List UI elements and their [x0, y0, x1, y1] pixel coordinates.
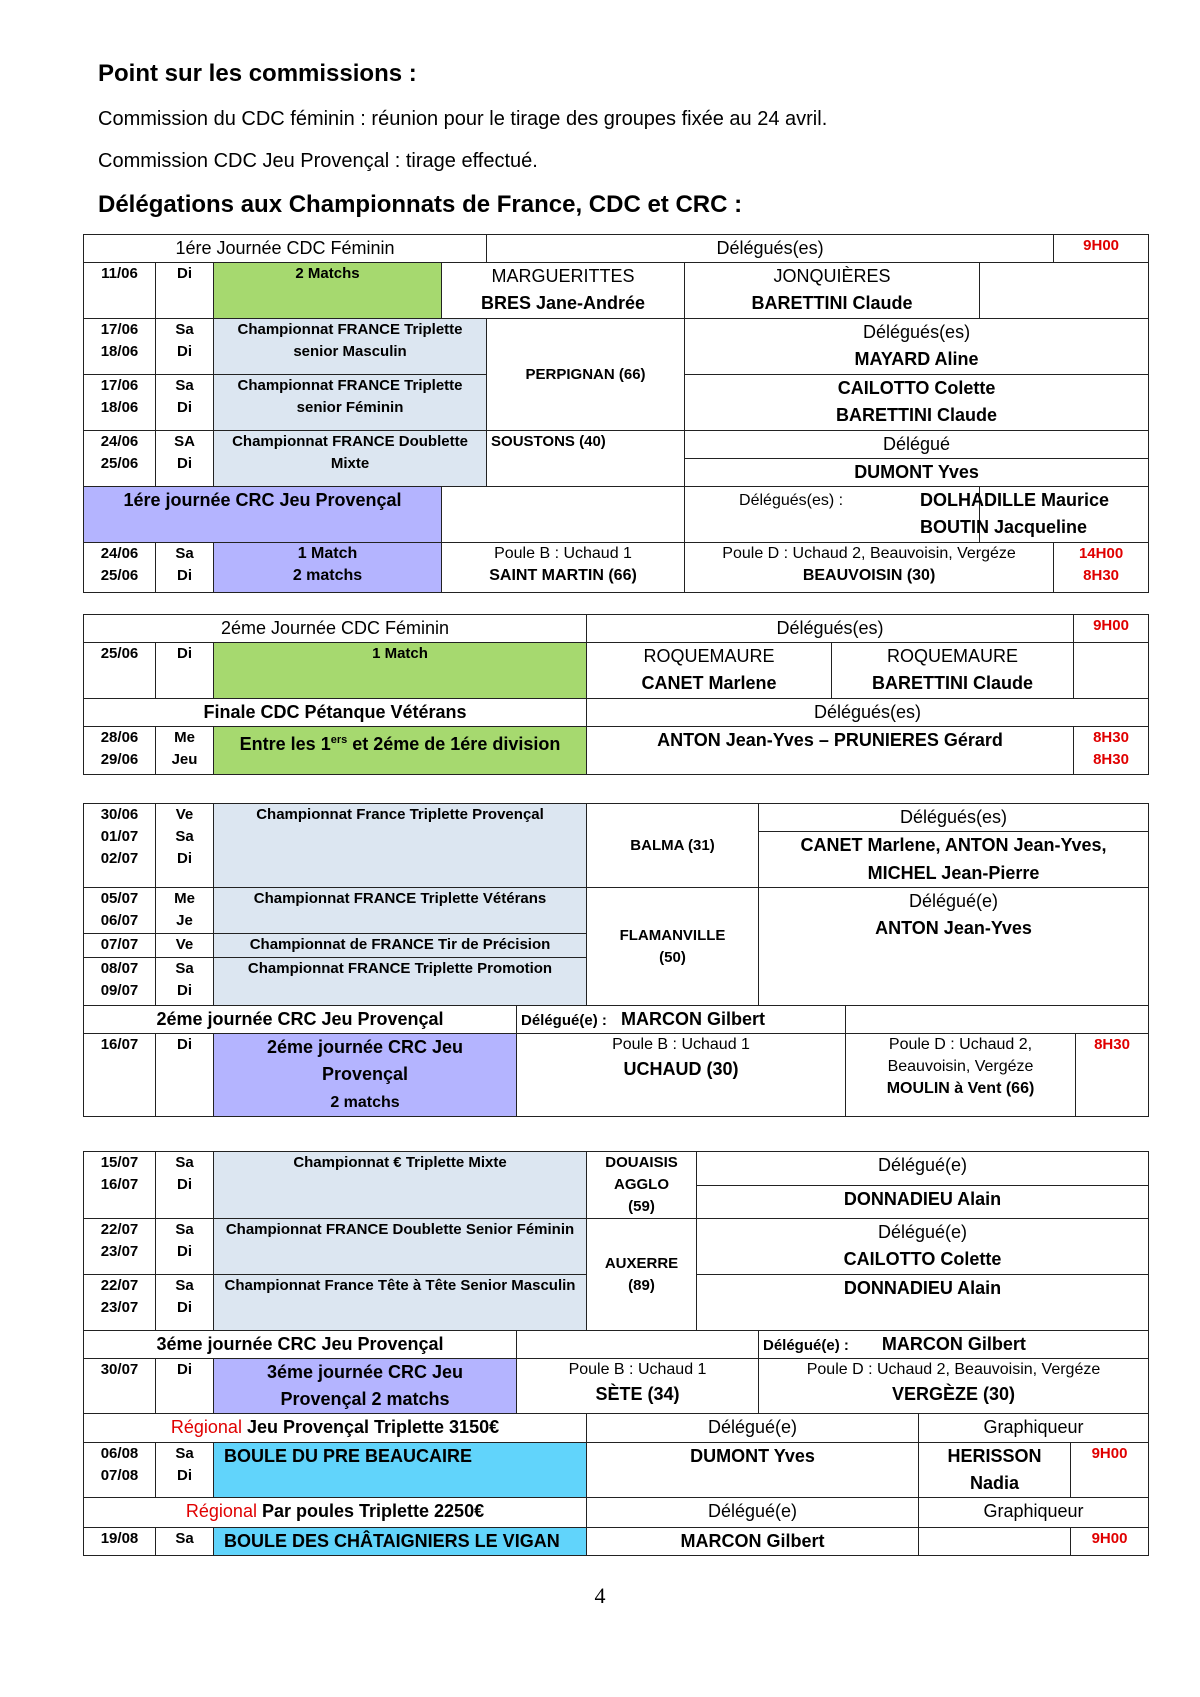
t4-r2-dates: [84, 1219, 156, 1275]
t1-r2-date1: 17/06: [100, 321, 139, 338]
t4-reg1-graph: Graphiqueur: [919, 1414, 1149, 1443]
t1-r3-deleg: [685, 375, 1149, 431]
t4-crc-name: MARCON Gilbert: [881, 1334, 1026, 1354]
t1-r5-dates: [84, 543, 156, 593]
t4-r2-place: [587, 1219, 697, 1331]
t1-r5-event1: 1 Match: [297, 545, 358, 562]
t4-r2-date2: 23/07: [100, 1243, 139, 1260]
t4-r1-place: [587, 1152, 697, 1219]
t1-r1-cell1: [442, 263, 685, 319]
t2-r1-event: 1 Match: [214, 643, 587, 699]
t3-r5-pouleD1: Poule D : Uchaud 2,: [888, 1036, 1033, 1053]
t4-r2-place1: AUXERRE: [604, 1254, 679, 1272]
t1-r4-date2: 25/06: [100, 455, 139, 472]
t1-r3-event: Championnat FRANCE Triplette senior Féminin: [214, 375, 487, 431]
t3-r4-day1: Sa: [175, 960, 194, 977]
t3-r2-dates: [84, 888, 156, 934]
t1-r3-date1: 17/06: [100, 377, 139, 394]
t4-r6-empty: [919, 1528, 1071, 1556]
t4-r2-name: CAILOTTO Colette: [843, 1249, 1002, 1269]
t1-r3-day2: Di: [177, 399, 192, 416]
t4-r1-date2: 16/07: [100, 1176, 139, 1193]
t3-crc-label: Délégué(e) :: [521, 1012, 607, 1029]
t2-finale-delegues: Délégués(es): [587, 699, 1149, 727]
t3-r4-date2: 09/07: [100, 982, 139, 999]
t4-r2-day2: Di: [177, 1243, 192, 1260]
t3-r1-dates: [84, 804, 156, 888]
t2-time: 9H00: [1074, 615, 1149, 643]
t3-r1-day2: Sa: [175, 828, 194, 845]
t4-r4-pouleB-cell: [517, 1359, 759, 1414]
t1-r1-name1: BRES Jane-Andrée: [480, 293, 646, 313]
t3-r1-days: [156, 804, 214, 888]
t2-r1-cell1: [587, 643, 832, 699]
t4-r1-place2: (59): [628, 1198, 655, 1215]
t3-r4-event: Championnat FRANCE Triplette Promotion: [214, 958, 587, 1006]
t3-r1-event: Championnat France Triplette Provençal: [214, 804, 587, 888]
t1-r3-name2: BARETTINI Claude: [836, 405, 998, 425]
t4-r2-deleg: [697, 1219, 1149, 1275]
t4-r4-pouleD-cell: [759, 1359, 1149, 1414]
t3-r2-label: Délégué(e): [908, 891, 999, 911]
t4-reg2-title-cell: [84, 1498, 587, 1528]
t1-r2-deleg: [685, 319, 1149, 375]
t2-r2-date1: 28/06: [100, 729, 139, 746]
t2-r2-time1: 8H30: [1093, 729, 1129, 746]
t1-r4-days: [156, 431, 214, 487]
t2-r1-place1: ROQUEMAURE: [643, 646, 775, 666]
t2-r2-time2: 8H30: [1093, 751, 1129, 768]
t4-r1-days: [156, 1152, 214, 1219]
t1-r2-label: Délégués(es): [863, 322, 971, 342]
t4-reg1-title-cell: [84, 1414, 587, 1443]
t3-r5-event-b: 2 matchs: [330, 1094, 400, 1111]
t1-r5-pouleD-cell: [685, 543, 1054, 593]
t1-r1-name2: BARETTINI Claude: [751, 293, 913, 313]
t3-r4-date1: 08/07: [100, 960, 139, 977]
t1-r5-placeB: SAINT MARTIN (66): [489, 567, 637, 584]
t3-r2-place: [587, 888, 759, 1006]
t1-r5-event: [214, 543, 442, 593]
t1-crc-label: Délégués(es) :: [739, 492, 844, 509]
t1-r2-day1: Sa: [175, 321, 194, 338]
t3-r3-date: 07/07: [84, 934, 156, 958]
t1-title: 1ére Journée CDC Féminin: [84, 235, 487, 263]
t1-r1-empty: [980, 263, 1149, 319]
t1-r3-dates: [84, 375, 156, 431]
heading-commissions: Point sur les commissions :: [98, 60, 417, 87]
delegations-table-4: [83, 1151, 1149, 1556]
t1-delegues-header: Délégués(es): [487, 235, 1054, 263]
t1-r4-place: SOUSTONS (40): [487, 431, 685, 487]
t2-finale-title: Finale CDC Pétanque Vétérans: [84, 699, 587, 727]
t1-r4-label: Délégué: [685, 431, 1149, 459]
t1-r5-days: [156, 543, 214, 593]
t1-r4-dates: [84, 431, 156, 487]
t1-r5-times: [1054, 543, 1149, 593]
t2-r2-date2: 29/06: [100, 751, 139, 768]
t2-r1-cell2: [832, 643, 1074, 699]
t3-r2-name: ANTON Jean-Yves: [875, 918, 1032, 938]
t1-r5-time2: 8H30: [1083, 567, 1119, 584]
t4-r5-days: [156, 1443, 214, 1498]
t4-r5-name: DUMONT Yves: [587, 1443, 919, 1498]
t4-r2-place2: (89): [628, 1276, 655, 1294]
t4-r5-graph-name: HERISSON Nadia: [919, 1443, 1071, 1498]
t4-r6-event: BOULE DES CHÂTAIGNIERS LE VIGAN: [214, 1528, 587, 1556]
t3-r5-pouleB: Poule B : Uchaud 1: [612, 1036, 750, 1053]
t1-r5-day2: Di: [177, 567, 192, 584]
t4-reg2-regional: Régional: [185, 1501, 257, 1521]
t1-crc-title: 1ére journée CRC Jeu Provençal: [84, 487, 442, 543]
t3-crc-deleg: [517, 1006, 846, 1034]
t4-r3-date2: 23/07: [100, 1299, 139, 1316]
t3-r3-event: Championnat de FRANCE Tir de Précision: [214, 934, 587, 958]
delegations-table-2: [83, 614, 1149, 775]
t1-r2-place: PERPIGNAN (66): [487, 319, 685, 431]
t4-r4-pouleD: Poule D : Uchaud 2, Beauvoisin, Vergéze: [806, 1361, 1101, 1378]
t1-r1-day: Di: [156, 263, 214, 319]
t3-r2-day2: Je: [176, 912, 193, 929]
t1-r4-date1: 24/06: [100, 433, 139, 450]
t4-r2-label: Délégué(e): [877, 1222, 968, 1242]
t1-r4-event: Championnat FRANCE Doublette Mixte: [214, 431, 487, 487]
delegations-table-1: [83, 234, 1149, 593]
t3-r2-event: Championnat FRANCE Triplette Vétérans: [214, 888, 587, 934]
t3-r1-place: BALMA (31): [587, 804, 759, 888]
t3-r2-days: [156, 888, 214, 934]
t1-r1-cell2: [685, 263, 980, 319]
t1-r5-day1: Sa: [175, 545, 194, 562]
t2-r2-day2: Jeu: [171, 751, 198, 768]
heading-delegations: Délégations aux Championnats de France, CDC et CRC :: [98, 191, 743, 218]
t4-r3-day1: Sa: [175, 1277, 194, 1294]
t4-r1-name: DONNADIEU Alain: [697, 1185, 1149, 1219]
t3-r1-date3: 02/07: [100, 850, 139, 867]
t2-r2-event: [214, 727, 587, 775]
t1-r5-placeD: BEAUVOISIN (30): [802, 567, 936, 584]
t3-r1-label: Délégués(es): [759, 804, 1149, 832]
t4-r4-placeB: SÈTE (34): [595, 1384, 680, 1404]
t1-r5-date2: 25/06: [100, 567, 139, 584]
t4-reg1-title: Jeu Provençal Triplette 3150€: [246, 1417, 500, 1437]
t4-r5-time: 9H00: [1071, 1443, 1149, 1498]
t3-r2-date2: 06/07: [100, 912, 139, 929]
t1-r2-day2: Di: [177, 343, 192, 360]
t3-r5-placeD: MOULIN à Vent (66): [886, 1080, 1035, 1097]
t4-reg2-graph: Graphiqueur: [919, 1498, 1149, 1528]
t1-r2-event: Championnat FRANCE Triplette senior Masculin: [214, 319, 487, 375]
t4-r2-days: [156, 1219, 214, 1275]
t3-r5-day: Di: [156, 1034, 214, 1117]
t1-r2-days: [156, 319, 214, 375]
t2-r2-names: ANTON Jean-Yves – PRUNIERES Gérard: [587, 727, 1074, 775]
t4-r6-day: Sa: [156, 1528, 214, 1556]
t4-crc-title: 3éme journée CRC Jeu Provençal: [84, 1331, 517, 1359]
t4-crc-label: Délégué(e) :: [763, 1337, 849, 1354]
t4-reg1-label: Délégué(e): [587, 1414, 919, 1443]
t4-r3-date1: 22/07: [100, 1277, 139, 1294]
t4-r1-day1: Sa: [175, 1154, 194, 1171]
t1-r4-day2: Di: [177, 455, 192, 472]
commission-feminin-text: Commission du CDC féminin : réunion pour le tirage des groupes fixée au 24 avril.: [98, 108, 828, 130]
t1-r1-place2: JONQUIÈRES: [773, 266, 891, 286]
t3-crc-empty: [846, 1006, 1149, 1034]
t4-r3-event: Championnat France Tête à Tête Senior Masculin: [214, 1275, 587, 1331]
t3-crc-title: 2éme journée CRC Jeu Provençal: [84, 1006, 517, 1034]
t2-r1-date: 25/06: [84, 643, 156, 699]
t4-r2-event: Championnat FRANCE Doublette Senior Féminin: [214, 1219, 587, 1275]
t3-r5-pouleD-cell: [846, 1034, 1076, 1117]
t2-r2-event-a: Entre les 1: [239, 734, 331, 754]
t1-r1-event: 2 Matchs: [214, 263, 442, 319]
t4-r5-event: BOULE DU PRE BEAUCAIRE: [214, 1443, 587, 1498]
t3-r3-day: Ve: [156, 934, 214, 958]
t4-r6-date: 19/08: [84, 1528, 156, 1556]
t1-r5-time1: 14H00: [1078, 545, 1124, 562]
t3-r4-dates: [84, 958, 156, 1006]
t4-r4-date: 30/07: [84, 1359, 156, 1414]
t4-r4-day: Di: [156, 1359, 214, 1414]
t4-r5-dates: [84, 1443, 156, 1498]
t2-r2-times: [1074, 727, 1149, 775]
t3-r1-names1: CANET Marlene, ANTON Jean-Yves,: [759, 832, 1149, 860]
t3-r2-day1: Me: [174, 890, 195, 907]
t4-r5-date2: 07/08: [100, 1467, 139, 1484]
t2-r2-event-b: et 2éme de 1ére division: [347, 734, 561, 754]
t1-r4-name: DUMONT Yves: [685, 459, 1149, 487]
t4-r4-event: 3éme journée CRC Jeu Provençal 2 matchs: [214, 1359, 517, 1414]
t1-r3-date2: 18/06: [100, 399, 139, 416]
t2-title: 2éme Journée CDC Féminin: [84, 615, 587, 643]
t4-r5-day1: Sa: [175, 1445, 194, 1462]
t2-r1-name1: CANET Marlene: [641, 673, 777, 693]
t2-r2-event-sup: ers: [330, 734, 348, 746]
t3-r2-deleg: [759, 888, 1149, 1006]
t1-r5-date1: 24/06: [100, 545, 139, 562]
t1-r1-date: 11/06: [84, 263, 156, 319]
t1-r3-name1: CAILOTTO Colette: [837, 378, 996, 398]
t4-reg2-label: Délégué(e): [587, 1498, 919, 1528]
t4-r1-label: Délégué(e): [697, 1152, 1149, 1186]
t3-r2-place2: (50): [659, 948, 686, 966]
t1-r4-day1: SA: [174, 433, 195, 450]
t4-r1-day2: Di: [177, 1176, 192, 1193]
t4-r4-pouleB: Poule B : Uchaud 1: [568, 1361, 707, 1378]
t3-r5-event: [214, 1034, 517, 1117]
t1-r5-pouleD: Poule D : Uchaud 2, Beauvoisin, Vergéze: [722, 545, 1016, 562]
t4-r3-days: [156, 1275, 214, 1331]
t3-r4-days: [156, 958, 214, 1006]
t3-r5-date: 16/07: [84, 1034, 156, 1117]
t4-r2-day1: Sa: [175, 1221, 194, 1238]
t3-r5-event-a: 2éme journée CRC Jeu Provençal: [266, 1037, 464, 1084]
t1-r2-dates: [84, 319, 156, 375]
t4-crc-empty: [517, 1331, 759, 1359]
t1-r5-event2: 2 matchs: [292, 567, 363, 584]
t4-r6-time: 9H00: [1071, 1528, 1149, 1556]
t1-time: 9H00: [1054, 235, 1149, 263]
t2-r2-days: [156, 727, 214, 775]
t3-r5-placeB: UCHAUD (30): [623, 1059, 739, 1079]
t1-crc-names: [920, 487, 1149, 543]
t4-r3-dates: [84, 1275, 156, 1331]
t2-r1-place2: ROQUEMAURE: [886, 646, 1018, 666]
t3-r1-day3: Di: [177, 850, 192, 867]
t4-r1-place1: DOUAISIS AGGLO: [605, 1154, 678, 1193]
t3-r2-place1: FLAMANVILLE: [619, 926, 726, 944]
t1-r5-pouleB: Poule B : Uchaud 1: [494, 545, 632, 562]
t4-r3-name: DONNADIEU Alain: [697, 1275, 1149, 1331]
t1-crc-empty: [442, 487, 685, 543]
t3-crc-name: MARCON Gilbert: [621, 1009, 766, 1029]
commission-provencal-text: Commission CDC Jeu Provençal : tirage effectué.: [98, 150, 538, 172]
t1-r2-name: MAYARD Aline: [854, 349, 979, 369]
t4-reg1-regional: Régional: [170, 1417, 242, 1437]
t1-crc-name1: DOLHADILLE Maurice: [920, 490, 1110, 510]
delegations-table-3: [83, 803, 1149, 1117]
t3-r1-date1: 30/06: [100, 806, 139, 823]
t4-r5-day2: Di: [177, 1467, 192, 1484]
t4-r2-date1: 22/07: [100, 1221, 139, 1238]
t4-r5-date1: 06/08: [100, 1445, 139, 1462]
t4-r6-name: MARCON Gilbert: [587, 1528, 919, 1556]
t3-r5-pouleD2: Beauvoisin, Vergéze: [887, 1058, 1034, 1075]
t3-r4-day2: Di: [177, 982, 192, 999]
t1-r2-date2: 18/06: [100, 343, 139, 360]
t3-r1-date2: 01/07: [100, 828, 139, 845]
t1-crc-name2: BOUTIN Jacqueline: [920, 517, 1088, 537]
t3-r5-pouleB-cell: [517, 1034, 846, 1117]
t3-r5-time: 8H30: [1076, 1034, 1149, 1117]
t2-r1-name2: BARETTINI Claude: [871, 673, 1033, 693]
t1-r1-place1: MARGUERITTES: [491, 266, 635, 286]
page-number: 4: [594, 1583, 606, 1608]
t3-r2-date1: 05/07: [100, 890, 139, 907]
t4-r3-day2: Di: [177, 1299, 192, 1316]
t1-r3-day1: Sa: [175, 377, 194, 394]
t4-r1-event: Championnat € Triplette Mixte: [214, 1152, 587, 1219]
t1-r5-pouleB-cell: [442, 543, 685, 593]
t4-crc-deleg: [759, 1331, 1149, 1359]
t3-r1-names2: MICHEL Jean-Pierre: [759, 860, 1149, 888]
t2-delegues-header: Délégués(es): [587, 615, 1074, 643]
t2-r2-day1: Me: [174, 729, 195, 746]
t4-r4-placeD: VERGÈZE (30): [891, 1384, 1016, 1404]
t4-r1-dates: [84, 1152, 156, 1219]
t4-r1-date1: 15/07: [100, 1154, 139, 1171]
t2-r1-day: Di: [156, 643, 214, 699]
t3-r1-day1: Ve: [175, 806, 194, 823]
t2-r2-dates: [84, 727, 156, 775]
t2-r1-empty: [1074, 643, 1149, 699]
t1-r3-days: [156, 375, 214, 431]
t4-reg2-title: Par poules Triplette 2250€: [261, 1501, 485, 1521]
